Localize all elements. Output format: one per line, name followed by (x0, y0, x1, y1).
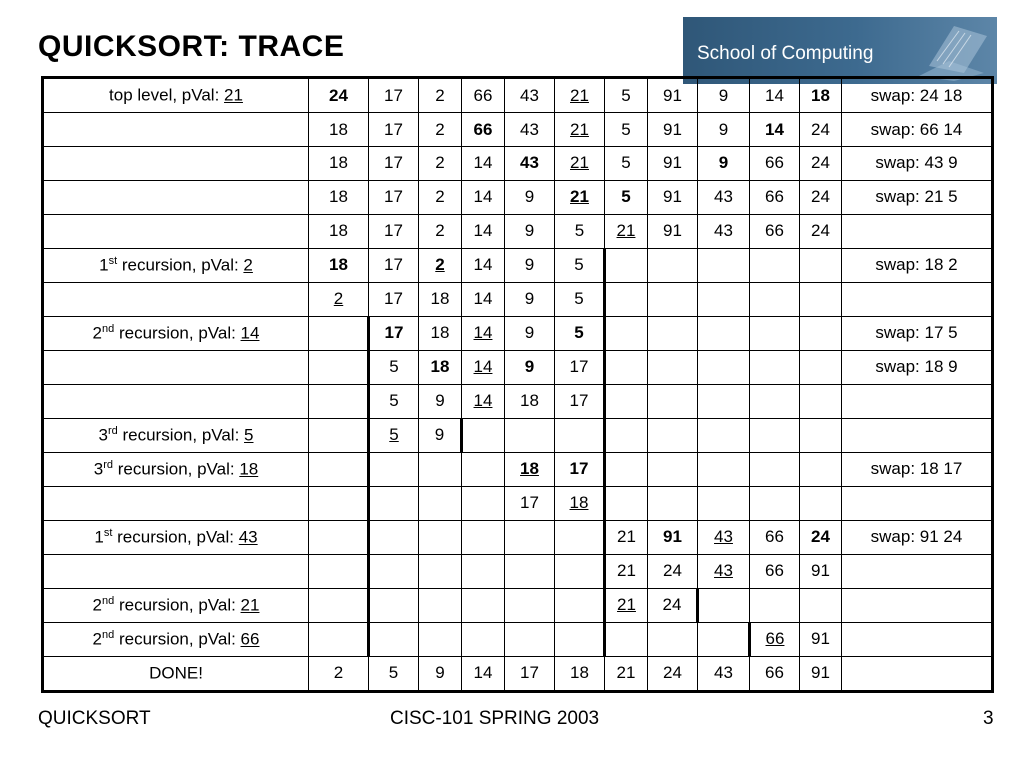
swap-note: swap: 18 9 (842, 350, 993, 384)
array-cell (750, 316, 800, 350)
array-cell (648, 316, 698, 350)
trace-row (43, 350, 993, 384)
array-cell (605, 418, 648, 452)
array-cell (369, 520, 419, 554)
trace-row (43, 588, 993, 622)
array-cell: 18 (309, 214, 369, 248)
array-cell (750, 350, 800, 384)
array-cell (462, 486, 505, 520)
trace-row (43, 622, 993, 656)
array-cell (698, 248, 750, 282)
array-cell: 9 (698, 113, 750, 147)
book-icon (909, 21, 989, 81)
array-cell: 91 (800, 656, 842, 691)
array-cell: 91 (800, 622, 842, 656)
array-cell (698, 418, 750, 452)
array-cell (750, 486, 800, 520)
array-cell (555, 622, 605, 656)
array-cell: 5 (605, 78, 648, 113)
row-label-text: 1 (99, 255, 109, 275)
array-cell (698, 384, 750, 418)
array-cell: 17 (369, 147, 419, 181)
row-label (43, 214, 309, 248)
array-cell (698, 316, 750, 350)
array-cell (462, 588, 505, 622)
row-label-suffix: recursion, pVal: (117, 425, 245, 445)
array-cell (555, 588, 605, 622)
array-cell (309, 384, 369, 418)
array-cell: 9 (505, 282, 555, 316)
array-cell: 14 (462, 316, 505, 350)
array-cell: 18 (419, 316, 462, 350)
row-label (43, 384, 309, 418)
row-label-text: DONE! (149, 663, 203, 683)
array-cell (698, 350, 750, 384)
array-cell (369, 622, 419, 656)
trace-row (43, 248, 993, 282)
array-cell: 66 (750, 554, 800, 588)
array-cell: 66 (750, 520, 800, 554)
row-label (43, 656, 309, 691)
array-cell (648, 248, 698, 282)
array-cell (505, 418, 555, 452)
array-cell: 24 (800, 214, 842, 248)
footer-left: QUICKSORT (38, 708, 151, 729)
trace-row (43, 147, 993, 181)
array-cell: 2 (419, 214, 462, 248)
array-cell: 24 (648, 656, 698, 691)
array-cell: 43 (698, 520, 750, 554)
array-cell: 21 (555, 78, 605, 113)
pivot-value: 21 (224, 85, 243, 105)
row-label (43, 486, 309, 520)
array-cell: 5 (369, 418, 419, 452)
array-cell: 18 (800, 78, 842, 113)
array-cell (698, 282, 750, 316)
array-cell (750, 282, 800, 316)
array-cell: 5 (555, 214, 605, 248)
array-cell: 2 (419, 180, 462, 214)
array-cell (419, 486, 462, 520)
array-cell: 21 (605, 656, 648, 691)
array-cell: 66 (750, 622, 800, 656)
array-cell: 18 (309, 113, 369, 147)
array-cell (419, 520, 462, 554)
array-cell (800, 316, 842, 350)
array-cell: 17 (505, 486, 555, 520)
pivot-value: 2 (243, 255, 253, 275)
array-cell: 18 (505, 384, 555, 418)
array-cell: 17 (369, 180, 419, 214)
swap-note (842, 622, 993, 656)
array-cell: 5 (555, 248, 605, 282)
school-logo (683, 17, 997, 84)
swap-note: swap: 91 24 (842, 520, 993, 554)
array-cell: 66 (462, 113, 505, 147)
trace-row (43, 316, 993, 350)
array-cell (309, 622, 369, 656)
pivot-value: 66 (240, 629, 260, 649)
array-cell: 17 (555, 350, 605, 384)
row-label (43, 622, 309, 656)
array-cell: 91 (648, 214, 698, 248)
trace-row (43, 656, 993, 691)
array-cell: 2 (419, 147, 462, 181)
array-cell: 66 (462, 78, 505, 113)
array-cell (605, 384, 648, 418)
array-cell (750, 384, 800, 418)
array-cell (648, 384, 698, 418)
array-cell: 17 (369, 316, 419, 350)
array-cell (462, 554, 505, 588)
array-cell: 24 (800, 113, 842, 147)
array-cell: 43 (698, 180, 750, 214)
swap-note: swap: 18 17 (842, 452, 993, 486)
array-cell (648, 350, 698, 384)
array-cell: 18 (419, 282, 462, 316)
array-cell (505, 622, 555, 656)
array-cell (309, 418, 369, 452)
swap-note: swap: 24 18 (842, 78, 993, 113)
array-cell (698, 486, 750, 520)
array-cell (462, 418, 505, 452)
array-cell: 21 (605, 554, 648, 588)
swap-note (842, 588, 993, 622)
page-number: 3 (983, 708, 994, 729)
array-cell: 5 (605, 180, 648, 214)
array-cell: 18 (419, 350, 462, 384)
row-label (43, 78, 309, 113)
array-cell: 17 (369, 214, 419, 248)
row-label-text: 1 (94, 527, 104, 547)
swap-note (842, 282, 993, 316)
row-label-suffix: recursion, pVal: (114, 323, 241, 343)
row-label (43, 520, 309, 554)
array-cell: 5 (369, 384, 419, 418)
trace-row (43, 554, 993, 588)
row-label-suffix: recursion, pVal: (117, 255, 244, 275)
trace-row (43, 214, 993, 248)
array-cell: 14 (462, 214, 505, 248)
array-cell: 2 (419, 78, 462, 113)
trace-row (43, 282, 993, 316)
array-cell (800, 486, 842, 520)
array-cell (648, 622, 698, 656)
array-cell (698, 622, 750, 656)
array-cell: 14 (462, 350, 505, 384)
array-cell: 18 (555, 656, 605, 691)
array-cell (750, 452, 800, 486)
trace-row (43, 78, 993, 113)
row-label (43, 588, 309, 622)
ordinal-suffix: nd (102, 323, 115, 336)
array-cell: 17 (555, 452, 605, 486)
array-cell: 91 (648, 520, 698, 554)
trace-row (43, 180, 993, 214)
array-cell: 17 (369, 78, 419, 113)
array-cell (800, 452, 842, 486)
array-cell (462, 622, 505, 656)
array-cell: 9 (419, 418, 462, 452)
array-cell (309, 452, 369, 486)
array-cell: 17 (505, 656, 555, 691)
pivot-value: 21 (240, 595, 260, 615)
array-cell: 14 (462, 248, 505, 282)
array-cell: 24 (800, 147, 842, 181)
array-cell (648, 486, 698, 520)
row-label-text: 3 (93, 459, 104, 479)
ordinal-suffix: st (103, 526, 113, 539)
swap-note: swap: 17 5 (842, 316, 993, 350)
array-cell (419, 554, 462, 588)
array-cell (369, 554, 419, 588)
array-cell (555, 554, 605, 588)
swap-note (842, 214, 993, 248)
array-cell (800, 350, 842, 384)
trace-row (43, 520, 993, 554)
row-label-suffix: recursion, pVal: (114, 595, 241, 615)
array-cell (800, 384, 842, 418)
trace-row (43, 452, 993, 486)
array-cell (555, 520, 605, 554)
row-label (43, 316, 309, 350)
array-cell: 5 (369, 656, 419, 691)
array-cell (309, 486, 369, 520)
array-cell (505, 520, 555, 554)
array-cell: 91 (800, 554, 842, 588)
swap-note (842, 554, 993, 588)
array-cell: 18 (555, 486, 605, 520)
trace-row (43, 486, 993, 520)
array-cell (800, 282, 842, 316)
array-cell: 17 (369, 248, 419, 282)
array-cell: 24 (648, 554, 698, 588)
pivot-value: 18 (239, 459, 259, 479)
swap-note: swap: 43 9 (842, 147, 993, 181)
array-cell (309, 316, 369, 350)
row-label (43, 147, 309, 181)
array-cell (369, 486, 419, 520)
array-cell (419, 588, 462, 622)
array-cell: 14 (750, 78, 800, 113)
array-cell (698, 452, 750, 486)
array-cell: 43 (698, 214, 750, 248)
array-cell: 9 (419, 384, 462, 418)
array-cell: 66 (750, 214, 800, 248)
trace-body (43, 78, 993, 692)
array-cell (605, 486, 648, 520)
ordinal-suffix: rd (103, 459, 114, 472)
array-cell (309, 520, 369, 554)
array-cell: 24 (800, 520, 842, 554)
array-cell: 24 (800, 180, 842, 214)
logo-text: School of Computing (697, 43, 874, 64)
row-label (43, 350, 309, 384)
row-label-text: 3 (98, 425, 108, 445)
array-cell: 43 (698, 554, 750, 588)
row-label (43, 418, 309, 452)
array-cell: 21 (605, 214, 648, 248)
array-cell (505, 588, 555, 622)
array-cell: 9 (698, 78, 750, 113)
array-cell: 91 (648, 147, 698, 181)
array-cell: 21 (555, 147, 605, 181)
array-cell: 21 (555, 180, 605, 214)
array-cell: 21 (555, 113, 605, 147)
array-cell: 5 (555, 282, 605, 316)
array-cell (698, 588, 750, 622)
array-cell (555, 418, 605, 452)
array-cell: 14 (750, 113, 800, 147)
swap-note: swap: 66 14 (842, 113, 993, 147)
array-cell: 9 (698, 147, 750, 181)
row-label (43, 180, 309, 214)
array-cell (800, 418, 842, 452)
array-cell (605, 452, 648, 486)
array-cell (309, 588, 369, 622)
array-cell: 17 (369, 282, 419, 316)
array-cell: 2 (309, 656, 369, 691)
array-cell: 9 (505, 248, 555, 282)
swap-note (842, 384, 993, 418)
row-label (43, 248, 309, 282)
array-cell: 14 (462, 147, 505, 181)
array-cell (605, 316, 648, 350)
array-cell (750, 418, 800, 452)
array-cell: 91 (648, 113, 698, 147)
array-cell: 18 (505, 452, 555, 486)
array-cell: 17 (369, 113, 419, 147)
array-cell: 2 (419, 113, 462, 147)
array-cell: 5 (605, 113, 648, 147)
array-cell: 66 (750, 180, 800, 214)
array-cell (419, 452, 462, 486)
array-cell (750, 248, 800, 282)
array-cell (800, 588, 842, 622)
slide-title: QUICKSORT: TRACE (38, 30, 345, 63)
pivot-value: 14 (240, 323, 260, 343)
array-cell: 91 (648, 78, 698, 113)
array-cell: 66 (750, 147, 800, 181)
array-cell: 91 (648, 180, 698, 214)
array-cell (462, 520, 505, 554)
array-cell: 14 (462, 656, 505, 691)
array-cell (648, 418, 698, 452)
array-cell (800, 248, 842, 282)
footer-course: CISC-101 SPRING 2003 (390, 708, 600, 729)
row-label-suffix: recursion, pVal: (114, 629, 241, 649)
swap-note (842, 656, 993, 691)
trace-row (43, 113, 993, 147)
array-cell (309, 350, 369, 384)
row-label (43, 113, 309, 147)
ordinal-suffix: nd (102, 594, 115, 607)
row-label-suffix: recursion, pVal: (112, 527, 239, 547)
array-cell: 24 (648, 588, 698, 622)
array-cell (369, 588, 419, 622)
array-cell (605, 622, 648, 656)
array-cell (648, 452, 698, 486)
array-cell: 9 (505, 350, 555, 384)
swap-note: swap: 21 5 (842, 180, 993, 214)
array-cell (605, 350, 648, 384)
trace-row (43, 418, 993, 452)
array-cell: 66 (750, 656, 800, 691)
row-label-text: 2 (92, 323, 102, 343)
array-cell: 43 (505, 147, 555, 181)
array-cell: 2 (309, 282, 369, 316)
array-cell (369, 452, 419, 486)
ordinal-suffix: st (108, 255, 118, 268)
array-cell: 5 (369, 350, 419, 384)
array-cell: 43 (698, 656, 750, 691)
array-cell: 18 (309, 180, 369, 214)
array-cell: 24 (309, 78, 369, 113)
array-cell: 43 (505, 78, 555, 113)
ordinal-suffix: rd (107, 425, 118, 438)
trace-row (43, 384, 993, 418)
array-cell: 21 (605, 520, 648, 554)
trace-table (41, 76, 994, 693)
array-cell: 2 (419, 248, 462, 282)
array-cell (462, 452, 505, 486)
row-label-text: top level, pVal: (109, 85, 225, 105)
array-cell: 5 (555, 316, 605, 350)
array-cell (309, 554, 369, 588)
array-cell (605, 282, 648, 316)
array-cell (605, 248, 648, 282)
row-label (43, 554, 309, 588)
swap-note (842, 486, 993, 520)
array-cell (505, 554, 555, 588)
array-cell: 9 (419, 656, 462, 691)
array-cell: 14 (462, 282, 505, 316)
array-cell (419, 622, 462, 656)
row-label-text: 2 (92, 629, 102, 649)
array-cell: 9 (505, 214, 555, 248)
array-cell (750, 588, 800, 622)
array-cell: 17 (555, 384, 605, 418)
row-label (43, 282, 309, 316)
array-cell: 43 (505, 113, 555, 147)
row-label-text: 2 (92, 595, 102, 615)
array-cell: 21 (605, 588, 648, 622)
array-cell: 5 (605, 147, 648, 181)
array-cell: 9 (505, 316, 555, 350)
array-cell: 14 (462, 384, 505, 418)
ordinal-suffix: nd (102, 628, 115, 641)
array-cell: 9 (505, 180, 555, 214)
array-cell: 14 (462, 180, 505, 214)
array-cell (648, 282, 698, 316)
array-cell: 18 (309, 248, 369, 282)
row-label-suffix: recursion, pVal: (113, 459, 240, 479)
pivot-value: 5 (244, 425, 254, 445)
row-label (43, 452, 309, 486)
swap-note: swap: 18 2 (842, 248, 993, 282)
pivot-value: 43 (238, 527, 258, 547)
array-cell: 18 (309, 147, 369, 181)
swap-note (842, 418, 993, 452)
